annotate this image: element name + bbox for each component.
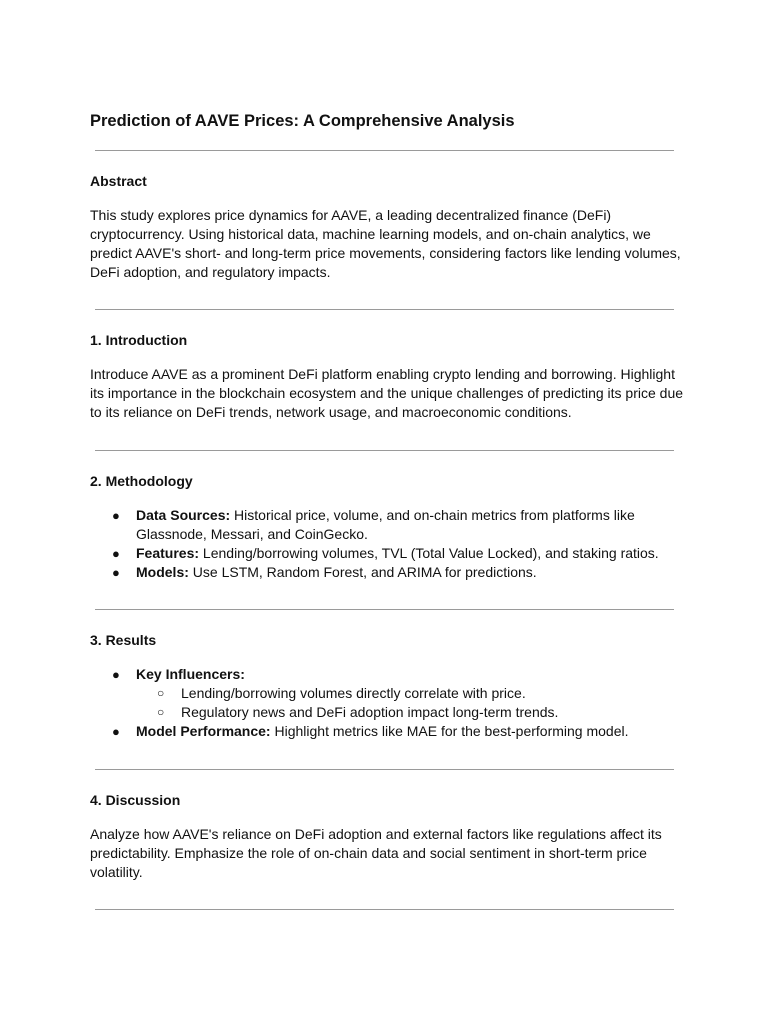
item-continuation: Glassnode, Messari, and CoinGecko. — [136, 526, 368, 542]
list-item — [90, 563, 690, 582]
list-item — [90, 506, 690, 544]
abstract-paragraph — [90, 206, 690, 282]
list-item — [90, 544, 690, 563]
item-label: Key Influencers: — [136, 666, 245, 682]
discussion-heading: 4. Discussion — [90, 792, 181, 808]
item-text: Highlight metrics like MAE for the best-performing model. — [270, 723, 629, 739]
list-item — [90, 722, 690, 741]
introduction-heading: 1. Introduction — [90, 332, 188, 348]
sub-list-item — [90, 684, 690, 703]
results-heading: 3. Results — [90, 632, 157, 648]
section-divider — [95, 769, 674, 770]
section-divider — [95, 309, 674, 310]
item-label: Models: — [136, 564, 189, 580]
abstract-line: cryptocurrency. Using historical data, machine learning models, and on-chain analytics, we — [90, 226, 651, 242]
hollow-bullet-icon: ○ — [157, 686, 165, 700]
item-text: Regulatory news and DeFi adoption impact long-term trends. — [181, 704, 559, 720]
item-label: Model Performance: — [136, 723, 271, 739]
introduction-paragraph — [90, 365, 690, 422]
discussion-paragraph — [90, 825, 690, 882]
item-text: Use LSTM, Random Forest, and ARIMA for predictions. — [188, 564, 537, 580]
bullet-icon: ● — [112, 546, 120, 561]
item-label: Data Sources: — [136, 507, 231, 523]
section-divider — [95, 909, 674, 910]
sub-list-item — [90, 703, 690, 722]
introduction-line: its importance in the blockchain ecosystem and the unique challenges of predicting its price due — [90, 385, 684, 401]
item-text: Lending/borrowing volumes, TVL (Total Value Locked), and staking ratios. — [199, 545, 659, 561]
section-divider — [95, 609, 674, 610]
item-text: Lending/borrowing volumes directly correlate with price. — [181, 685, 526, 701]
abstract-heading: Abstract — [90, 173, 147, 189]
document-title: Prediction of AAVE Prices: A Comprehensive Analysis — [90, 112, 515, 130]
abstract-line: DeFi adoption, and regulatory impacts. — [90, 264, 331, 280]
abstract-line: predict AAVE's short- and long-term price movements, considering factors like lending volumes, — [90, 245, 681, 261]
list-item — [90, 665, 690, 684]
discussion-line: predictability. Emphasize the role of on-chain data and social sentiment in short-term price — [90, 845, 647, 861]
item-label: Features: — [136, 545, 200, 561]
bullet-icon: ● — [112, 508, 120, 523]
item-text: Historical price, volume, and on-chain metrics from platforms like — [230, 507, 635, 523]
methodology-list — [90, 506, 690, 582]
bullet-icon: ● — [112, 565, 120, 580]
introduction-line: Introduce AAVE as a prominent DeFi platform enabling crypto lending and borrowing. Highlight — [90, 366, 675, 382]
bullet-icon: ● — [112, 724, 120, 739]
section-divider — [95, 450, 674, 451]
section-divider — [95, 150, 674, 151]
hollow-bullet-icon: ○ — [157, 705, 165, 719]
discussion-line: Analyze how AAVE's reliance on DeFi adoption and external factors like regulations affect its — [90, 826, 662, 842]
bullet-icon: ● — [112, 667, 120, 682]
methodology-heading: 2. Methodology — [90, 473, 193, 489]
abstract-line: This study explores price dynamics for AAVE, a leading decentralized finance (DeFi) — [90, 207, 612, 223]
discussion-line: volatility. — [90, 864, 143, 880]
introduction-line: to its reliance on DeFi trends, network usage, and macroeconomic conditions. — [90, 404, 572, 420]
results-list — [90, 665, 690, 741]
